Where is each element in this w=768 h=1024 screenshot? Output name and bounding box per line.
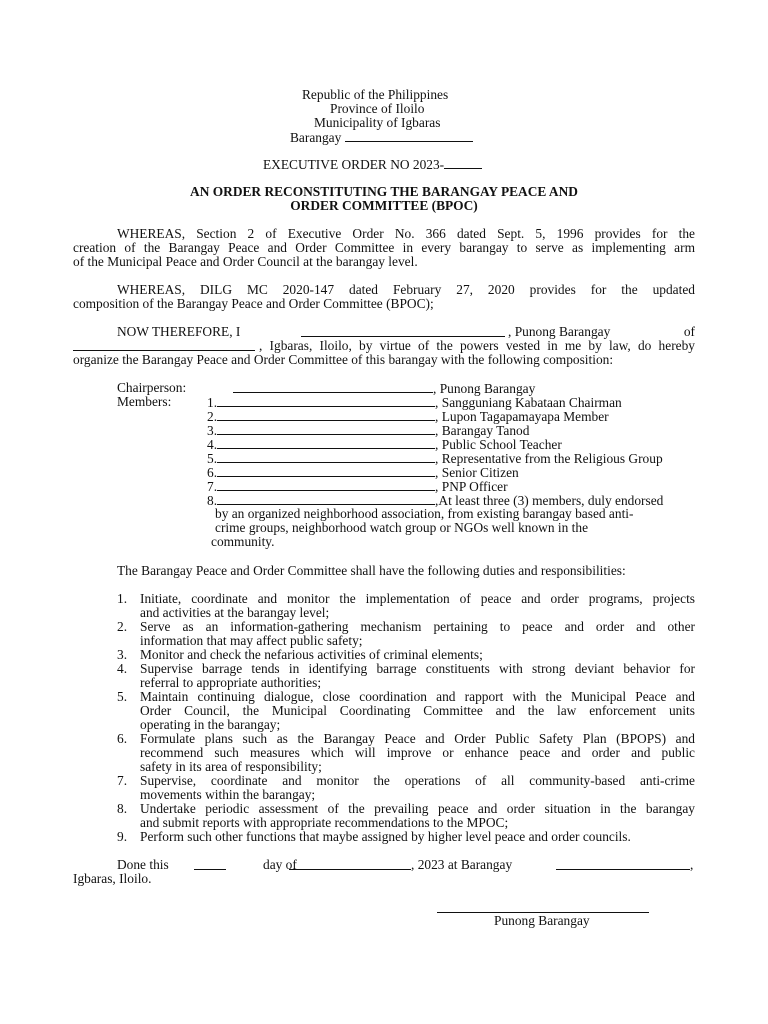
whereas-2-line-2: composition of the Barangay Peace and Order Committee (BPOC); <box>73 296 434 311</box>
duty-text: Serve as an information-gathering mechanism pertaining to peace and order and other <box>140 619 695 634</box>
comma-text: , <box>690 857 694 872</box>
chairperson-row <box>233 381 535 396</box>
barangay-blank <box>345 130 473 142</box>
member-number: 4. <box>207 437 218 452</box>
barangay-name-blank <box>73 339 255 351</box>
duty-text: information that may affect public safety; <box>140 633 363 648</box>
member-role: , Senior Citizen <box>435 465 519 480</box>
whereas-1-line-2: creation of the Barangay Peace and Order Committee in every barangay to serve as implementing arm <box>73 240 695 255</box>
duty-text: movements within the barangay; <box>140 787 316 802</box>
punong-barangay-text: , Punong Barangay <box>508 324 611 339</box>
member-name-blank <box>217 395 435 407</box>
member-row <box>207 493 663 508</box>
duty-text: Undertake periodic assessment of the prevailing peace and order situation in the barangay <box>140 801 695 816</box>
duty-text: Initiate, coordinate and monitor the implementation of peace and order programs, projects <box>140 591 695 606</box>
member-number: 3. <box>207 423 218 438</box>
duty-text: and activities at the barangay level; <box>140 605 330 620</box>
member-8-cont-3: community. <box>211 534 275 549</box>
member-row <box>207 451 663 466</box>
name-blank <box>301 325 505 337</box>
title-line-1: AN ORDER RECONSTITUTING THE BARANGAY PEACE AND <box>190 184 578 199</box>
member-number: 7. <box>207 479 218 494</box>
header-barangay <box>290 130 473 145</box>
now-therefore-line-2-text: , Igbaras, Iloilo, by virtue of the powers vested in me by law, do hereby <box>259 338 695 353</box>
member-row <box>207 423 529 438</box>
whereas-1-line-3: of the Municipal Peace and Order Council at the barangay level. <box>73 254 418 269</box>
chairperson-label: Chairperson: <box>117 380 187 395</box>
barangay-label: Barangay <box>290 130 342 145</box>
year-at-text: , 2023 at Barangay <box>411 857 513 872</box>
member-number: 8. <box>207 493 218 508</box>
of-text: of <box>683 324 695 339</box>
member-name-blank <box>217 423 435 435</box>
duty-number: 7. <box>117 773 128 788</box>
member-number: 6. <box>207 465 218 480</box>
member-number: 1. <box>207 395 218 410</box>
member-name-blank <box>217 465 435 477</box>
signature-label: Punong Barangay <box>494 913 590 928</box>
member-row <box>207 479 508 494</box>
done-this-line-1 <box>117 858 695 872</box>
member-name-blank <box>217 479 435 491</box>
title-line-2: ORDER COMMITTEE (BPOC) <box>290 198 478 213</box>
duty-text: Supervise, coordinate and monitor the operations of all community-based anti-crime <box>140 773 695 788</box>
now-therefore-text: NOW THEREFORE, I <box>117 324 241 339</box>
member-row <box>207 437 562 452</box>
member-role: , PNP Officer <box>435 479 508 494</box>
whereas-1-line-1: WHEREAS, Section 2 of Executive Order No. 366 dated Sept. 5, 1996 provides for the <box>117 226 695 241</box>
duties-intro: The Barangay Peace and Order Committee shall have the following duties and responsibilities: <box>117 563 626 578</box>
month-blank <box>289 858 411 870</box>
member-8-cont-1: by an organized neighborhood association, from existing barangay based anti- <box>215 506 634 521</box>
duty-number: 3. <box>117 647 128 662</box>
chairperson-blank <box>233 381 433 393</box>
member-number: 5. <box>207 451 218 466</box>
duty-number: 4. <box>117 661 128 676</box>
duty-number: 8. <box>117 801 128 816</box>
order-number-blank <box>444 157 482 169</box>
duty-text: referral to appropriate authorities; <box>140 675 322 690</box>
duty-number: 2. <box>117 619 128 634</box>
member-name-blank <box>217 437 435 449</box>
order-number <box>263 157 482 172</box>
now-therefore-line-1 <box>117 325 695 339</box>
member-role: , Representative from the Religious Group <box>435 451 663 466</box>
done-this-line-2: Igbaras, Iloilo. <box>73 871 152 886</box>
members-label: Members: <box>117 394 172 409</box>
member-row <box>207 409 609 424</box>
member-name-blank <box>217 451 435 463</box>
member-row <box>207 395 622 410</box>
duty-number: 6. <box>117 731 128 746</box>
duty-text: safety in its area of responsibility; <box>140 759 322 774</box>
duty-text: recommend such measures which will improve or enhance peace and order and public <box>140 745 695 760</box>
duty-text: Monitor and check the nefarious activities of criminal elements; <box>140 647 483 662</box>
order-label: EXECUTIVE ORDER NO 2023- <box>263 157 445 172</box>
header-province: Province of Iloilo <box>330 101 425 116</box>
header-republic: Republic of the Philippines <box>302 87 449 102</box>
duty-text: Supervise barrage tends in identifying barrage constituents with strong deviant behavior for <box>140 661 695 676</box>
duty-text: Perform such other functions that maybe assigned by higher level peace and order councils. <box>140 829 631 844</box>
duty-text: operating in the barangay; <box>140 717 281 732</box>
barangay-done-blank <box>556 858 690 870</box>
member-role: , Barangay Tanod <box>435 423 530 438</box>
now-therefore-line-3: organize the Barangay Peace and Order Committee of this barangay with the following composition: <box>73 352 614 367</box>
header-municipality: Municipality of Igbaras <box>314 115 441 130</box>
duty-text: Formulate plans such as the Barangay Peace and Order Public Safety Plan (BPOPS) and <box>140 731 695 746</box>
signature-line <box>437 900 649 913</box>
duty-number: 1. <box>117 591 128 606</box>
duty-text: Order Council, the Municipal Coordinating Committee and the law enforcement units <box>140 703 695 718</box>
day-blank <box>194 858 226 870</box>
member-role: , Lupon Tagapamayapa Member <box>435 409 609 424</box>
duty-text: and submit reports with appropriate recommendations to the MPOC; <box>140 815 509 830</box>
duty-number: 5. <box>117 689 128 704</box>
whereas-2-line-1: WHEREAS, DILG MC 2020-147 dated February 27, 2020 provides for the updated <box>117 282 695 297</box>
day-of-text: day of <box>263 857 297 872</box>
member-role: , Sangguniang Kabataan Chairman <box>435 395 622 410</box>
chairperson-role: , Punong Barangay <box>433 381 536 396</box>
duty-number: 9. <box>117 829 128 844</box>
member-8-cont-2: crime groups, neighborhood watch group or NGOs well known in the <box>215 520 589 535</box>
member-row <box>207 465 519 480</box>
duty-text: Maintain continuing dialogue, close coordination and rapport with the Municipal Peace and <box>140 689 695 704</box>
member-name-blank <box>217 409 435 421</box>
member-name-blank <box>217 493 435 505</box>
member-role: , Public School Teacher <box>435 437 562 452</box>
done-this-text: Done this <box>117 857 169 872</box>
member-number: 2. <box>207 409 218 424</box>
member-role: ,At least three (3) members, duly endorsed <box>435 493 664 508</box>
